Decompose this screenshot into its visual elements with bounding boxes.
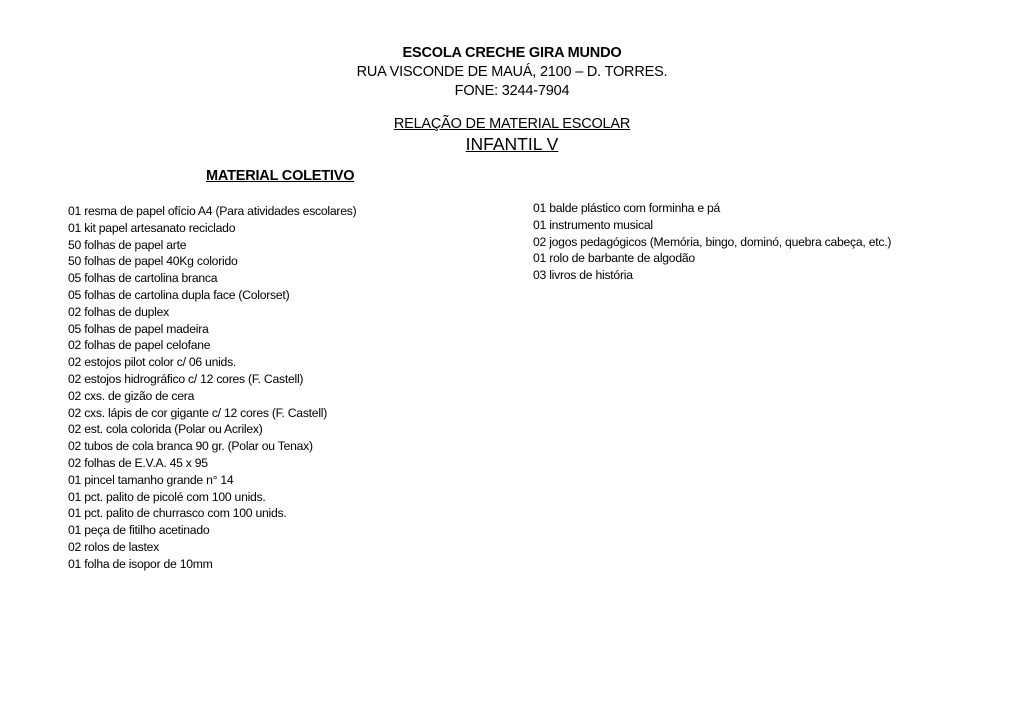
list-item: 02 cxs. lápis de cor gigante c/ 12 cores (F. Castell) (68, 405, 328, 420)
list-title: RELAÇÃO DE MATERIAL ESCOLAR (393, 116, 631, 132)
list-item: 03 livros de história (533, 268, 633, 283)
list-item: 01 balde plástico com forminha e pá (533, 201, 721, 215)
list-item: 05 folhas de cartolina dupla face (Colorset) (68, 287, 290, 302)
school-address: RUA VISCONDE DE MAUÁ, 2100 – D. TORRES. (356, 64, 668, 80)
school-name: ESCOLA CRECHE GIRA MUNDO (402, 45, 622, 61)
list-item: 02 rolos de lastex (68, 539, 160, 554)
list-item: 02 estojos hidrográfico c/ 12 cores (F. Castell) (68, 371, 304, 386)
list-item: 01 kit papel artesanato reciclado (68, 220, 236, 235)
list-item: 02 cxs. de gizão de cera (68, 388, 195, 403)
list-item: 01 pincel tamanho grande n° 14 (68, 472, 234, 487)
list-item: 02 folhas de E.V.A. 45 x 95 (68, 455, 208, 470)
left-material-list (68, 203, 356, 573)
list-item: 02 estojos pilot color c/ 06 unids. (68, 355, 237, 370)
list-item: 02 tubos de cola branca 90 gr. (Polar ou Tenax) (68, 439, 313, 454)
list-item: 02 folhas de papel celofane (68, 338, 211, 353)
list-item: 01 pct. palito de churrasco com 100 unids. (68, 506, 287, 521)
list-item: 01 rolo de barbante de algodão (533, 251, 695, 266)
list-item: 02 jogos pedagógicos (Memória, bingo, dominó, quebra cabeça, etc.) (533, 234, 892, 249)
class-title: INFANTIL V (465, 134, 559, 154)
list-item: 01 peça de fitilho acetinado (68, 523, 210, 538)
section-title: MATERIAL COLETIVO (206, 168, 355, 184)
list-item: 02 est. cola colorida (Polar ou Acrilex) (68, 422, 263, 437)
list-item: 01 resma de papel ofício A4 (Para atividades escolares) (68, 204, 357, 218)
right-material-list (533, 200, 891, 284)
list-item: 05 folhas de papel madeira (68, 321, 209, 336)
document-header (0, 44, 1024, 101)
list-item: 50 folhas de papel arte (68, 237, 187, 252)
list-item: 02 folhas de duplex (68, 304, 169, 319)
list-item: 01 instrumento musical (533, 217, 653, 232)
list-item: 05 folhas de cartolina branca (68, 271, 218, 286)
school-phone: FONE: 3244-7904 (454, 83, 570, 99)
list-item: 01 folha de isopor de 10mm (68, 556, 213, 571)
list-item: 50 folhas de papel 40Kg colorido (68, 254, 238, 269)
list-item: 01 pct. palito de picolé com 100 unids. (68, 489, 266, 504)
